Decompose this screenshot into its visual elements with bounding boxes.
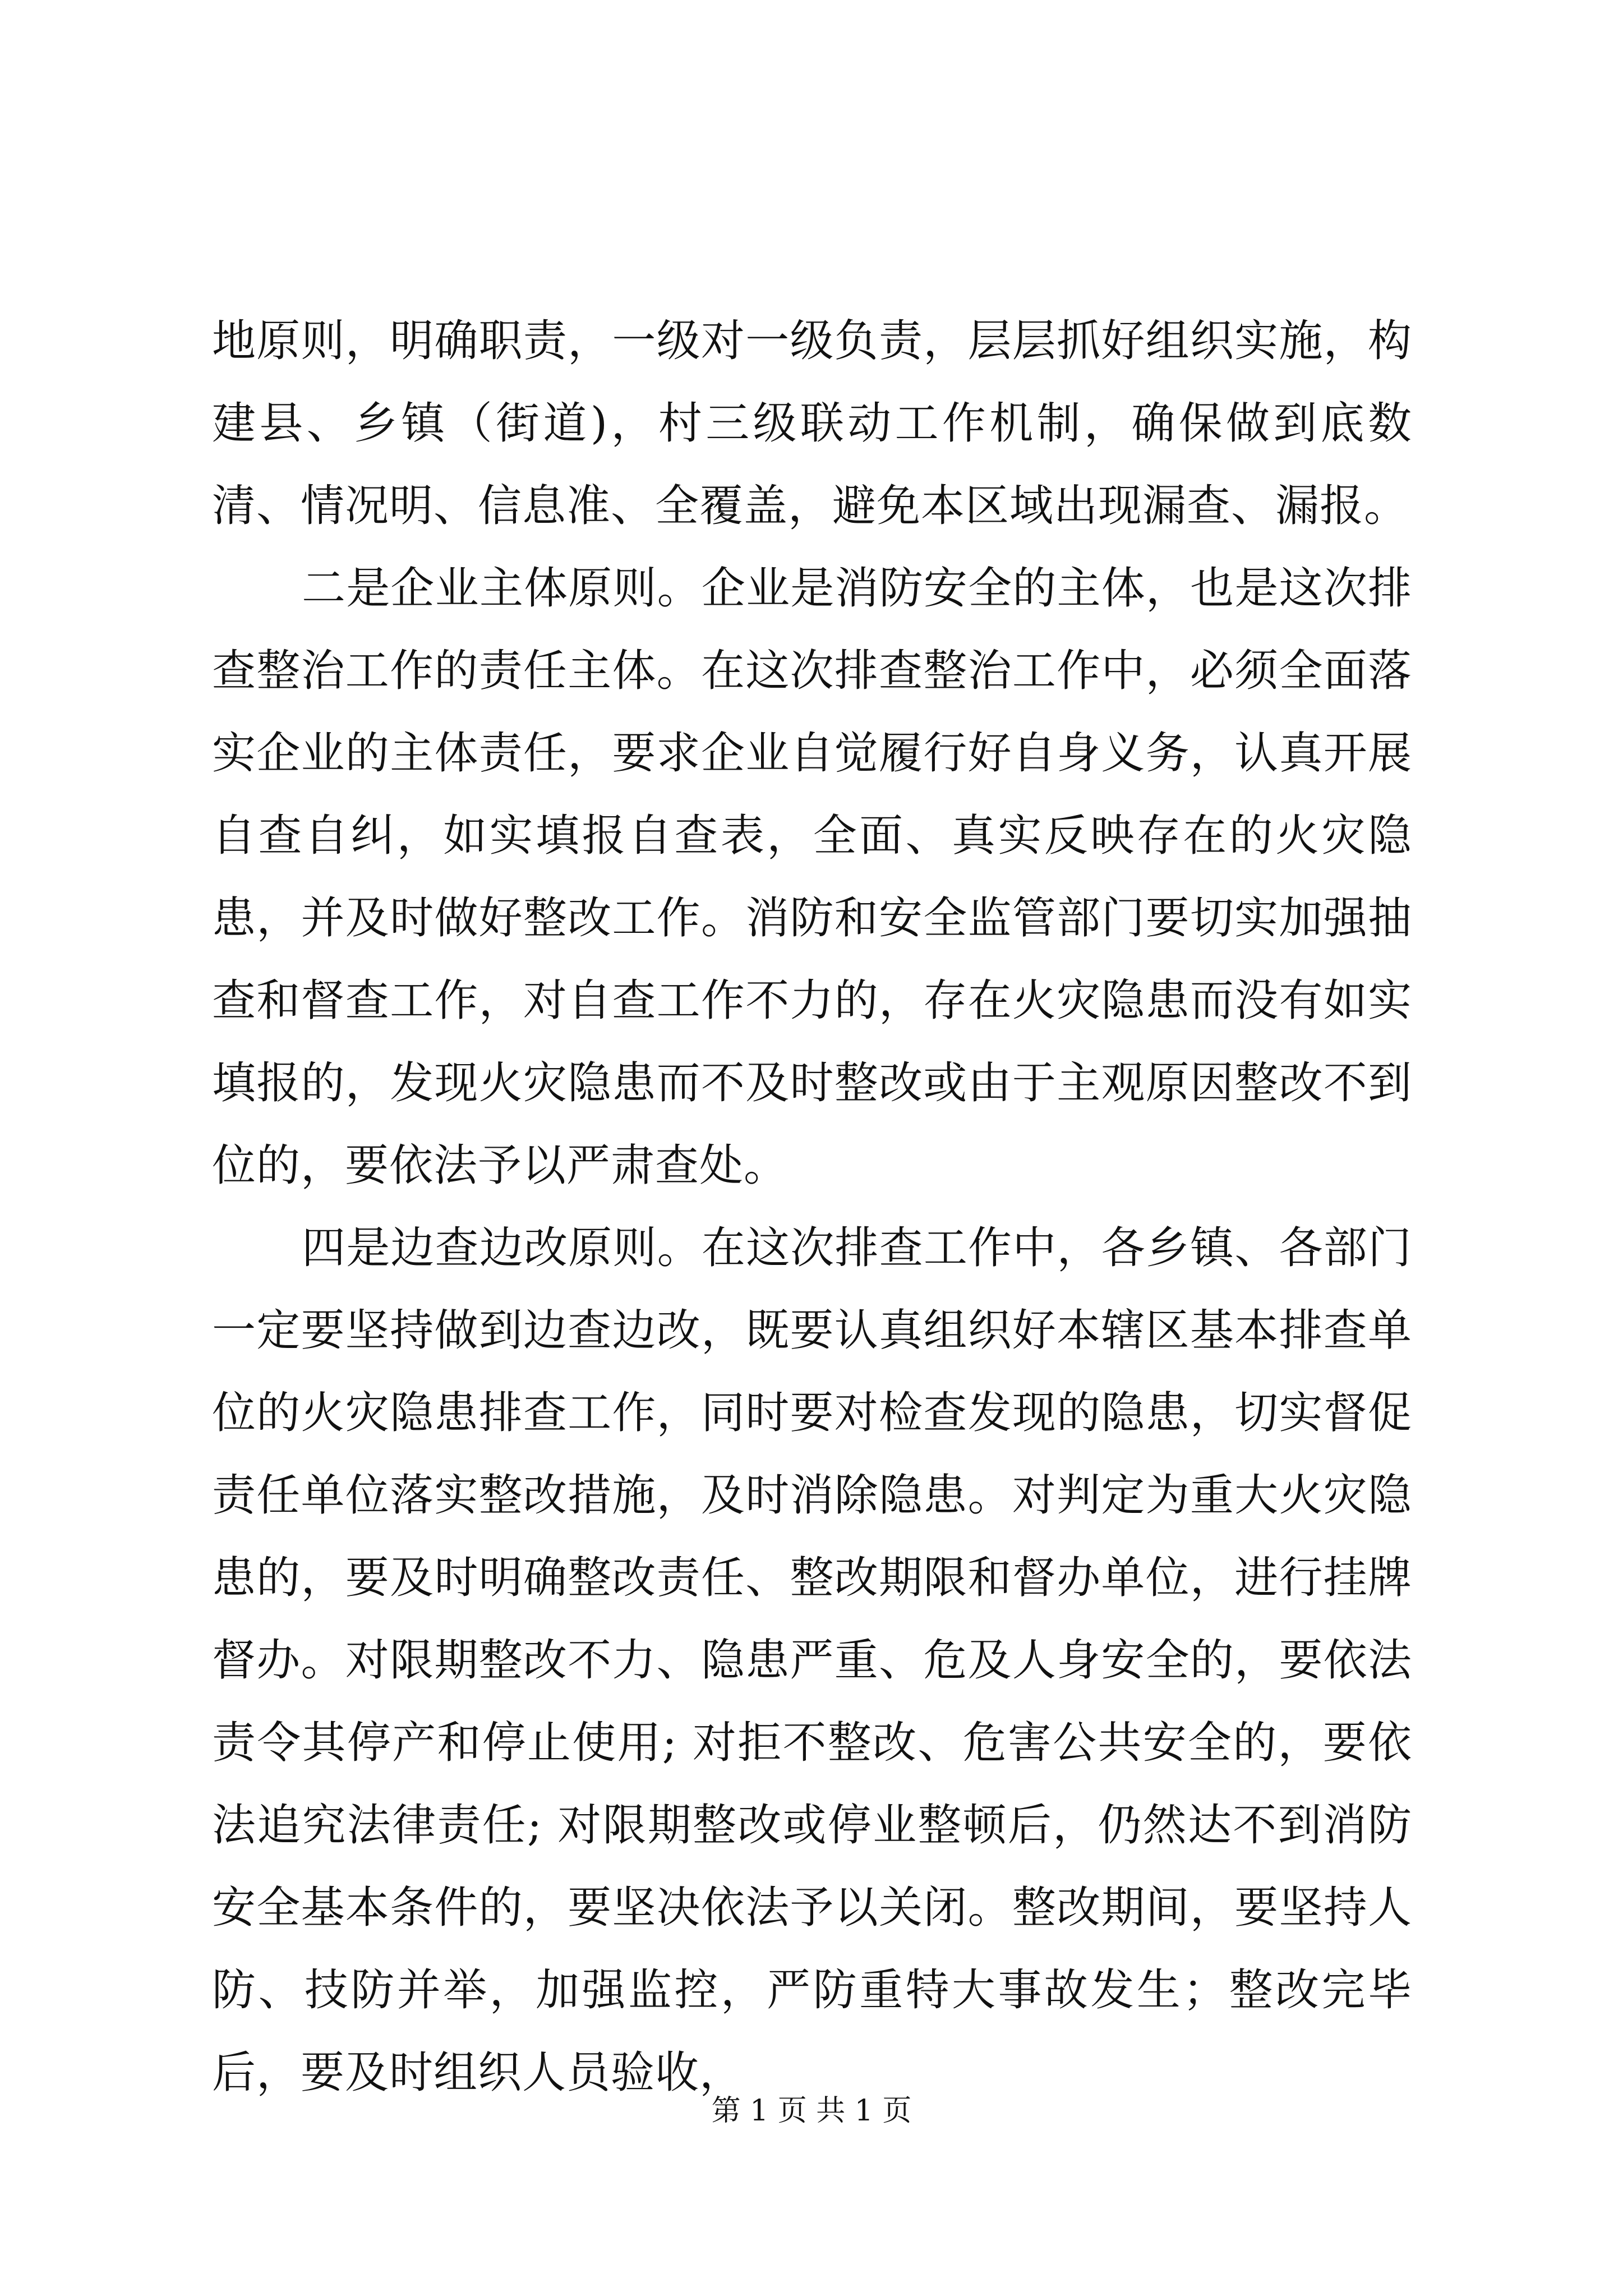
paragraph-2: 二是企业主体原则。企业是消防安全的主体，也是这次排查整治工作的责任主体。在这次排查整治工作中，必须全面落实企业的主体责任，要求企业自觉履行好自身义务，认真开展自查自纠，如实填报自查表，全面、真实反映存在的火灾隐患，并及时做好整改工作。消防和安全监管部门要切实加强抽查和督查工作，对自查工作不力的，存在火灾隐患而没有如实填报的，发现火灾隐患而不及时整改或由于主观原因整改不到位的，要依法予以严肃查处。 (212, 563, 1412, 1191)
page-footer: 第 1 页 共 1 页 (711, 2094, 912, 2128)
document-body (212, 300, 1412, 2114)
paragraph-3: 四是边查边改原则。在这次排查工作中，各乡镇、各部门一定要坚持做到边查边改，既要认真组织好本辖区基本排查单位的火灾隐患排查工作，同时要对检查发现的隐患，切实督促责任单位落实整改措施，及时消除隐患。对判定为重大火灾隐患的，要及时明确整改责任、整改期限和督办单位，进行挂牌督办。对限期整改不力、隐患严重、危及人身安全的，要依法责令其停产和停止使用; 对拒不整改、危害公共安全的，要依法追究法律责任; 对限期整改或停业整顿后，仍然达不到消防安全基本条件的，要坚决依法予以关闭。整改期间，要坚持人防、技防并举，加强监控，严防重特大事故发生；整改完毕后，要及时组织人员验收， (212, 1223, 1412, 2098)
paragraph-1: 地原则，明确职责，一级对一级负责，层层抓好组织实施，构建县、乡镇（街道)，村三级联动工作机制，确保做到底数清、情况明、信息准、全覆盖，避免本区域出现漏查、漏报。 (212, 316, 1412, 531)
